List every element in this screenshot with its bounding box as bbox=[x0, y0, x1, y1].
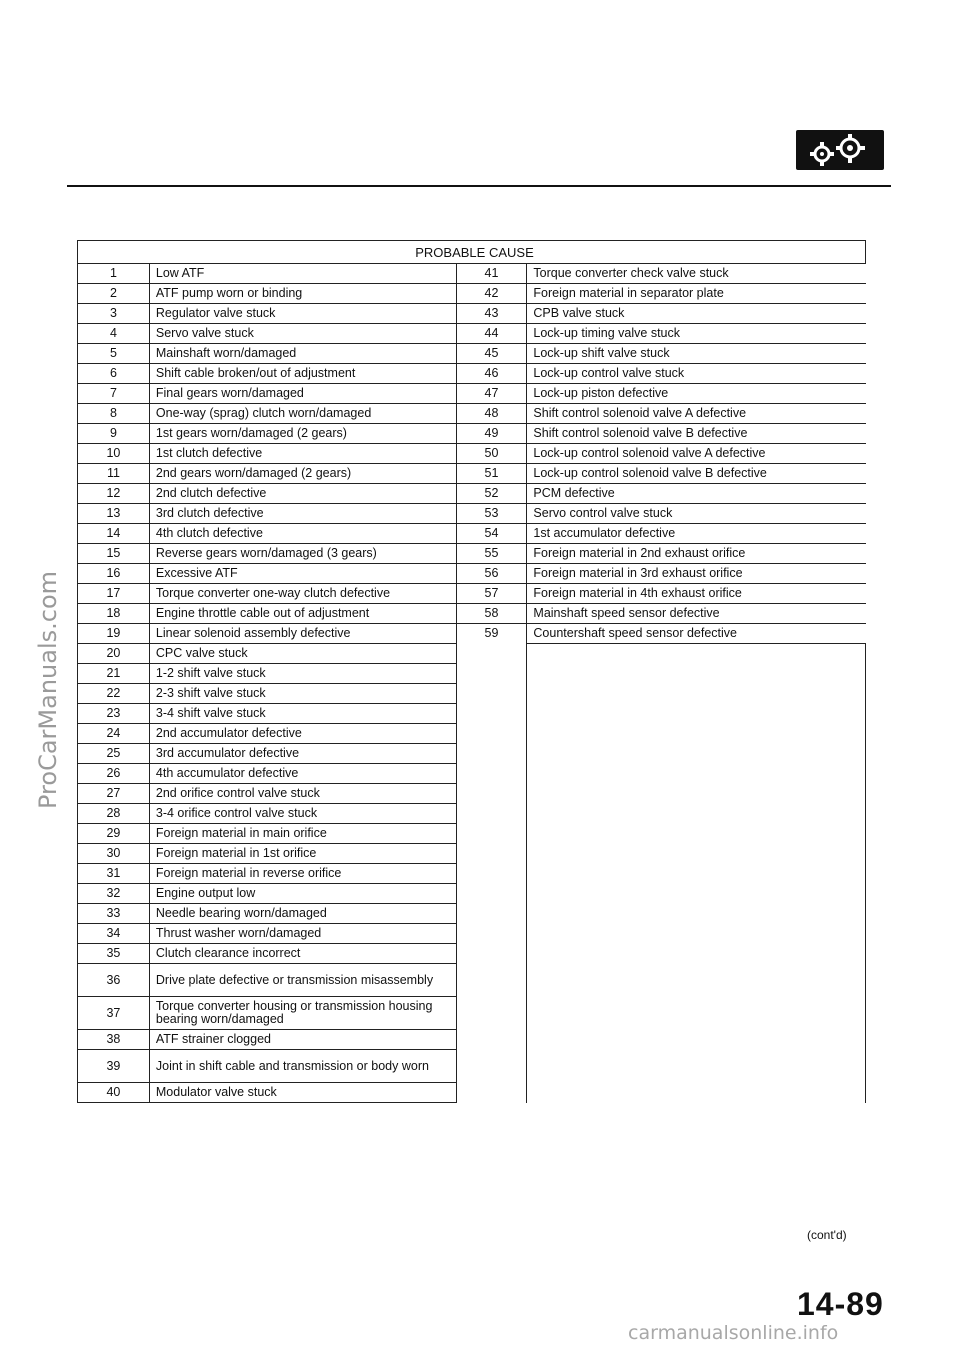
cause-number: 12 bbox=[78, 484, 150, 504]
cause-number: 6 bbox=[78, 364, 150, 384]
cause-text: 1st clutch defective bbox=[149, 444, 456, 464]
header-rule bbox=[67, 185, 891, 187]
table-row bbox=[78, 364, 866, 384]
table-title-row bbox=[78, 241, 866, 264]
table-row bbox=[78, 344, 866, 364]
table-row bbox=[78, 504, 866, 524]
cause-text: Foreign material in reverse orifice bbox=[149, 864, 456, 884]
table-row bbox=[78, 404, 866, 424]
cause-number: 52 bbox=[456, 484, 527, 504]
cause-number: 9 bbox=[78, 424, 150, 444]
table-row bbox=[78, 284, 866, 304]
cause-text: Engine output low bbox=[149, 884, 456, 904]
cause-text: Regulator valve stuck bbox=[149, 304, 456, 324]
probable-cause-table bbox=[77, 240, 866, 1103]
cause-number: 27 bbox=[78, 784, 150, 804]
cause-number: 10 bbox=[78, 444, 150, 464]
cause-number: 14 bbox=[78, 524, 150, 544]
table-row bbox=[78, 304, 866, 324]
cause-text: Lock-up piston defective bbox=[527, 384, 866, 404]
cause-text: 3-4 orifice control valve stuck bbox=[149, 804, 456, 824]
table-row bbox=[78, 604, 866, 624]
cause-text: Lock-up shift valve stuck bbox=[527, 344, 866, 364]
cause-text: Low ATF bbox=[149, 264, 456, 284]
table-row bbox=[78, 524, 866, 544]
cause-number: 40 bbox=[78, 1083, 150, 1103]
cause-text: Linear solenoid assembly defective bbox=[149, 624, 456, 644]
cause-number: 48 bbox=[456, 404, 527, 424]
cause-number: 41 bbox=[456, 264, 527, 284]
cause-text: 3rd accumulator defective bbox=[149, 744, 456, 764]
cause-number: 2 bbox=[78, 284, 150, 304]
cause-number: 39 bbox=[78, 1050, 150, 1083]
cause-number: 50 bbox=[456, 444, 527, 464]
gear-icon bbox=[796, 130, 884, 170]
cause-text: Lock-up control solenoid valve A defective bbox=[527, 444, 866, 464]
watermark-procarmanuals: ProCarManuals.com bbox=[34, 571, 62, 810]
cause-text: Lock-up control solenoid valve B defective bbox=[527, 464, 866, 484]
cause-text: PCM defective bbox=[527, 484, 866, 504]
cause-text: Shift control solenoid valve A defective bbox=[527, 404, 866, 424]
table-row bbox=[78, 424, 866, 444]
cause-text: Foreign material in 4th exhaust orifice bbox=[527, 584, 866, 604]
cause-number: 22 bbox=[78, 684, 150, 704]
table-row bbox=[78, 624, 866, 644]
table-row bbox=[78, 544, 866, 564]
table-row bbox=[78, 484, 866, 504]
cause-text: Torque converter check valve stuck bbox=[527, 264, 866, 284]
cause-number: 59 bbox=[456, 624, 527, 644]
cause-number: 21 bbox=[78, 664, 150, 684]
cause-text: 2nd orifice control valve stuck bbox=[149, 784, 456, 804]
cause-text: 1-2 shift valve stuck bbox=[149, 664, 456, 684]
cause-number: 32 bbox=[78, 884, 150, 904]
cause-text: ATF pump worn or binding bbox=[149, 284, 456, 304]
table-row bbox=[78, 584, 866, 604]
cause-text: Engine throttle cable out of adjustment bbox=[149, 604, 456, 624]
cause-text: CPC valve stuck bbox=[149, 644, 456, 664]
cause-number: 30 bbox=[78, 844, 150, 864]
cause-text: 1st gears worn/damaged (2 gears) bbox=[149, 424, 456, 444]
watermark-carmanualsonline: carmanualsonline.info bbox=[628, 1322, 839, 1344]
cause-number: 57 bbox=[456, 584, 527, 604]
cause-text: Torque converter one-way clutch defective bbox=[149, 584, 456, 604]
cause-number: 1 bbox=[78, 264, 150, 284]
cause-number: 4 bbox=[78, 324, 150, 344]
cause-text: 2nd clutch defective bbox=[149, 484, 456, 504]
cause-number: 51 bbox=[456, 464, 527, 484]
cause-number: 3 bbox=[78, 304, 150, 324]
cause-text: Foreign material in main orifice bbox=[149, 824, 456, 844]
cause-text: 2nd gears worn/damaged (2 gears) bbox=[149, 464, 456, 484]
table-row bbox=[78, 324, 866, 344]
cause-number: 36 bbox=[78, 964, 150, 997]
cause-number: 54 bbox=[456, 524, 527, 544]
cause-number: 28 bbox=[78, 804, 150, 824]
cause-number: 7 bbox=[78, 384, 150, 404]
cause-number: 11 bbox=[78, 464, 150, 484]
cause-text: CPB valve stuck bbox=[527, 304, 866, 324]
cause-number: 35 bbox=[78, 944, 150, 964]
cause-number: 43 bbox=[456, 304, 527, 324]
gear-icon-graphic bbox=[800, 133, 880, 167]
cause-text: Torque converter housing or transmission housing bearing worn/damaged bbox=[149, 997, 456, 1030]
cause-text: Foreign material in separator plate bbox=[527, 284, 866, 304]
cause-text: Lock-up control valve stuck bbox=[527, 364, 866, 384]
cause-number: 13 bbox=[78, 504, 150, 524]
cause-text: 3-4 shift valve stuck bbox=[149, 704, 456, 724]
cause-text: Mainshaft worn/damaged bbox=[149, 344, 456, 364]
cause-number: 23 bbox=[78, 704, 150, 724]
cause-number: 25 bbox=[78, 744, 150, 764]
cause-text: Foreign material in 3rd exhaust orifice bbox=[527, 564, 866, 584]
table-row bbox=[78, 384, 866, 404]
cause-text: Final gears worn/damaged bbox=[149, 384, 456, 404]
cause-number: 15 bbox=[78, 544, 150, 564]
cause-text: Servo control valve stuck bbox=[527, 504, 866, 524]
cause-number: 5 bbox=[78, 344, 150, 364]
cause-text: One-way (sprag) clutch worn/damaged bbox=[149, 404, 456, 424]
cause-text: Foreign material in 2nd exhaust orifice bbox=[527, 544, 866, 564]
empty-cell bbox=[456, 644, 527, 1103]
table-row bbox=[78, 444, 866, 464]
cause-number: 46 bbox=[456, 364, 527, 384]
cause-number: 49 bbox=[456, 424, 527, 444]
cause-number: 42 bbox=[456, 284, 527, 304]
cause-text: Lock-up timing valve stuck bbox=[527, 324, 866, 344]
cause-number: 18 bbox=[78, 604, 150, 624]
cause-number: 19 bbox=[78, 624, 150, 644]
cause-text: 3rd clutch defective bbox=[149, 504, 456, 524]
cause-text: Needle bearing worn/damaged bbox=[149, 904, 456, 924]
table-row bbox=[78, 564, 866, 584]
cause-text: Foreign material in 1st orifice bbox=[149, 844, 456, 864]
cause-number: 53 bbox=[456, 504, 527, 524]
empty-cell bbox=[527, 644, 866, 1103]
cause-text: Clutch clearance incorrect bbox=[149, 944, 456, 964]
cause-number: 24 bbox=[78, 724, 150, 744]
cause-number: 34 bbox=[78, 924, 150, 944]
cause-text: Shift cable broken/out of adjustment bbox=[149, 364, 456, 384]
cause-number: 45 bbox=[456, 344, 527, 364]
cause-text: Joint in shift cable and transmission or body worn bbox=[149, 1050, 456, 1083]
cause-text: Mainshaft speed sensor defective bbox=[527, 604, 866, 624]
cause-text: Servo valve stuck bbox=[149, 324, 456, 344]
cause-text: Shift control solenoid valve B defective bbox=[527, 424, 866, 444]
cause-number: 16 bbox=[78, 564, 150, 584]
table-row bbox=[78, 464, 866, 484]
cause-number: 20 bbox=[78, 644, 150, 664]
cause-text: Drive plate defective or transmission misassembly bbox=[149, 964, 456, 997]
cause-number: 31 bbox=[78, 864, 150, 884]
cause-number: 33 bbox=[78, 904, 150, 924]
cause-text: Countershaft speed sensor defective bbox=[527, 624, 866, 644]
table-row bbox=[78, 644, 866, 664]
cause-number: 58 bbox=[456, 604, 527, 624]
cause-text: Thrust washer worn/damaged bbox=[149, 924, 456, 944]
cause-text: ATF strainer clogged bbox=[149, 1030, 456, 1050]
cause-number: 17 bbox=[78, 584, 150, 604]
table-title: PROBABLE CAUSE bbox=[78, 241, 866, 264]
cause-number: 55 bbox=[456, 544, 527, 564]
cause-number: 38 bbox=[78, 1030, 150, 1050]
continued-note: (cont'd) bbox=[807, 1228, 847, 1242]
cause-number: 47 bbox=[456, 384, 527, 404]
cause-text: 4th clutch defective bbox=[149, 524, 456, 544]
table-row bbox=[78, 264, 866, 284]
cause-text: 2nd accumulator defective bbox=[149, 724, 456, 744]
cause-text: Reverse gears worn/damaged (3 gears) bbox=[149, 544, 456, 564]
cause-number: 26 bbox=[78, 764, 150, 784]
cause-number: 56 bbox=[456, 564, 527, 584]
cause-text: 2-3 shift valve stuck bbox=[149, 684, 456, 704]
cause-text: Modulator valve stuck bbox=[149, 1083, 456, 1103]
cause-number: 37 bbox=[78, 997, 150, 1030]
cause-text: Excessive ATF bbox=[149, 564, 456, 584]
cause-number: 44 bbox=[456, 324, 527, 344]
cause-number: 8 bbox=[78, 404, 150, 424]
cause-text: 1st accumulator defective bbox=[527, 524, 866, 544]
cause-number: 29 bbox=[78, 824, 150, 844]
page-number: 14-89 bbox=[797, 1286, 884, 1322]
cause-text: 4th accumulator defective bbox=[149, 764, 456, 784]
